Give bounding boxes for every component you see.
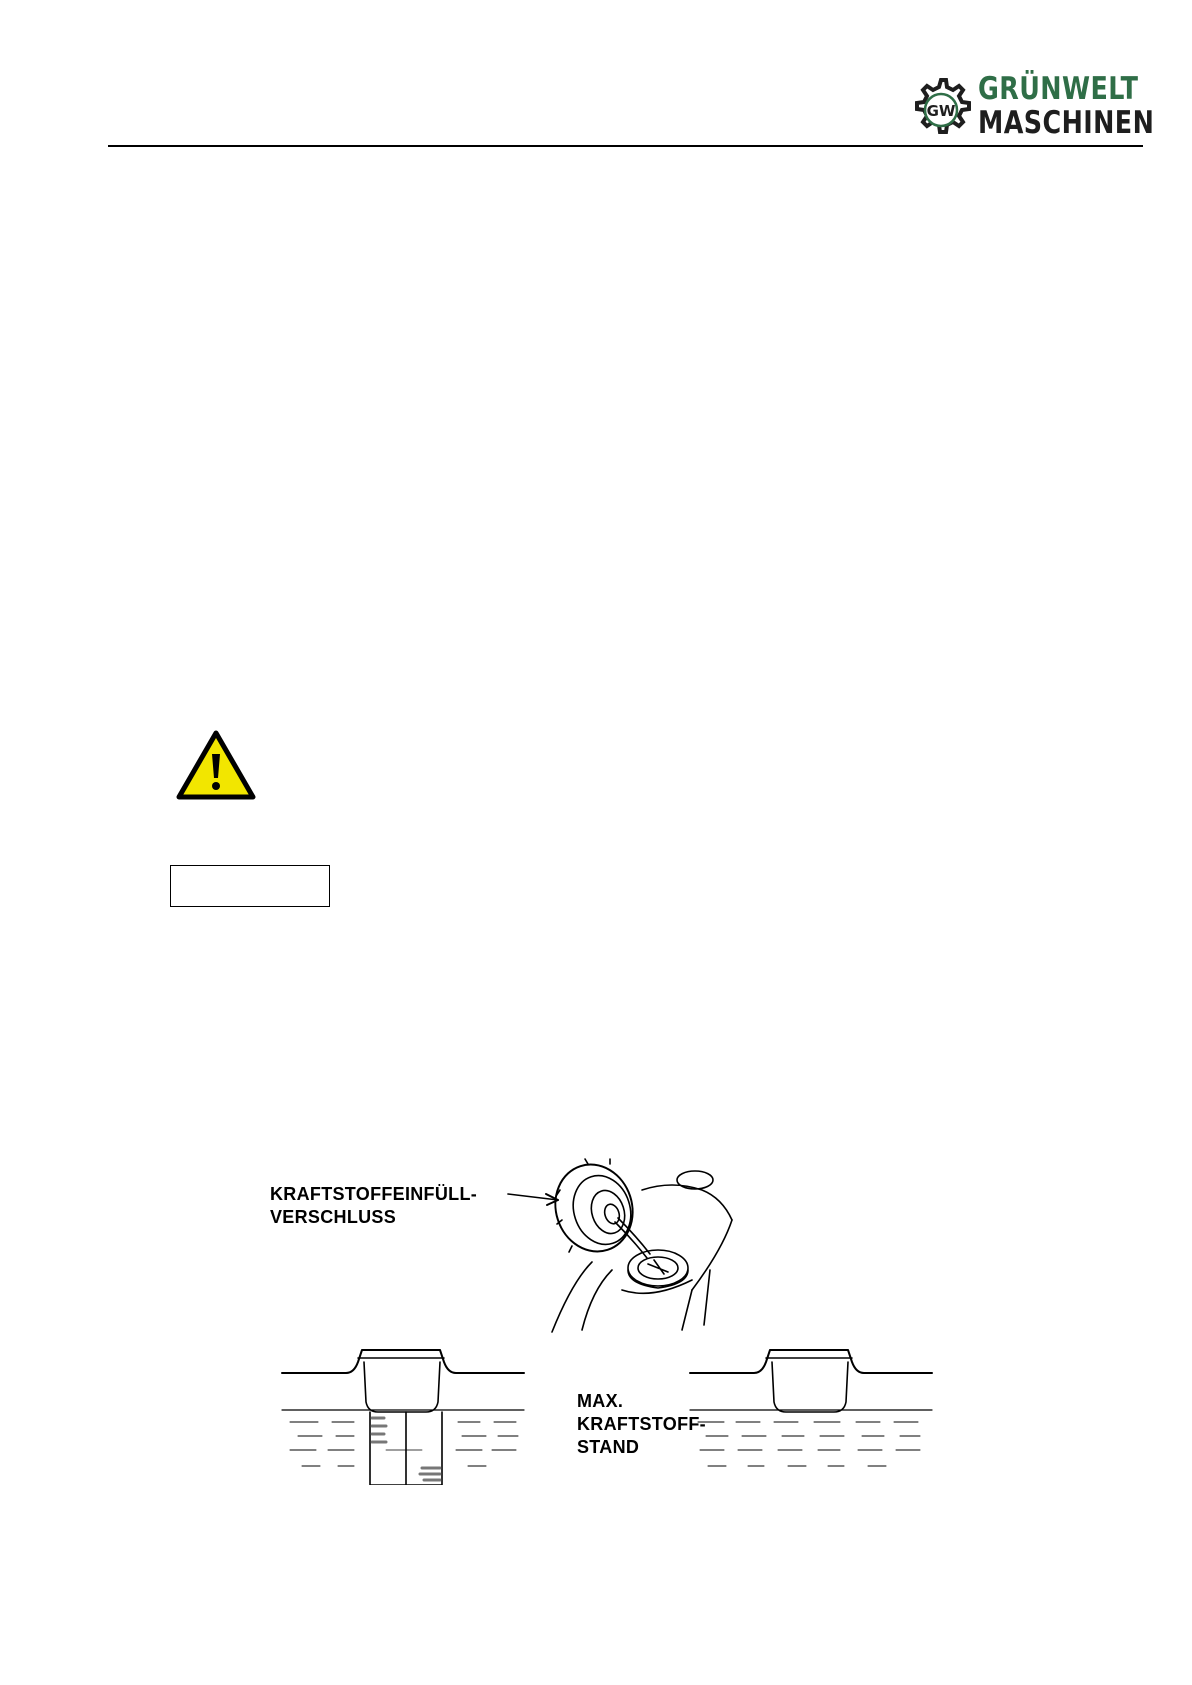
fuel-cap-label-line2: VERSCHLUSS: [270, 1207, 397, 1227]
max-fuel-level-label-line2: KRAFTSTOFF-: [577, 1414, 706, 1434]
header-divider: [108, 145, 1143, 147]
max-fuel-level-label-line3: STAND: [577, 1437, 640, 1457]
gear-logo-icon: [908, 74, 974, 140]
max-fuel-level-label-line1: MAX.: [577, 1391, 624, 1411]
warning-triangle-icon: [176, 730, 256, 800]
brand-logo: [908, 71, 1155, 141]
fuel-cap-label-line1: KRAFTSTOFFEINFÜLL-: [270, 1184, 478, 1204]
fuel-cap-label: [270, 1183, 477, 1229]
logo-badge-text: GW: [926, 102, 956, 120]
fuel-filler-figure: [262, 1150, 1022, 1485]
brand-name-line2: MASCHINEN: [978, 105, 1155, 141]
max-fuel-level-label: [577, 1390, 706, 1459]
label-box: [170, 865, 330, 907]
brand-name-line1: GRÜNWELT: [978, 71, 1139, 107]
brand-name: [978, 71, 1155, 141]
